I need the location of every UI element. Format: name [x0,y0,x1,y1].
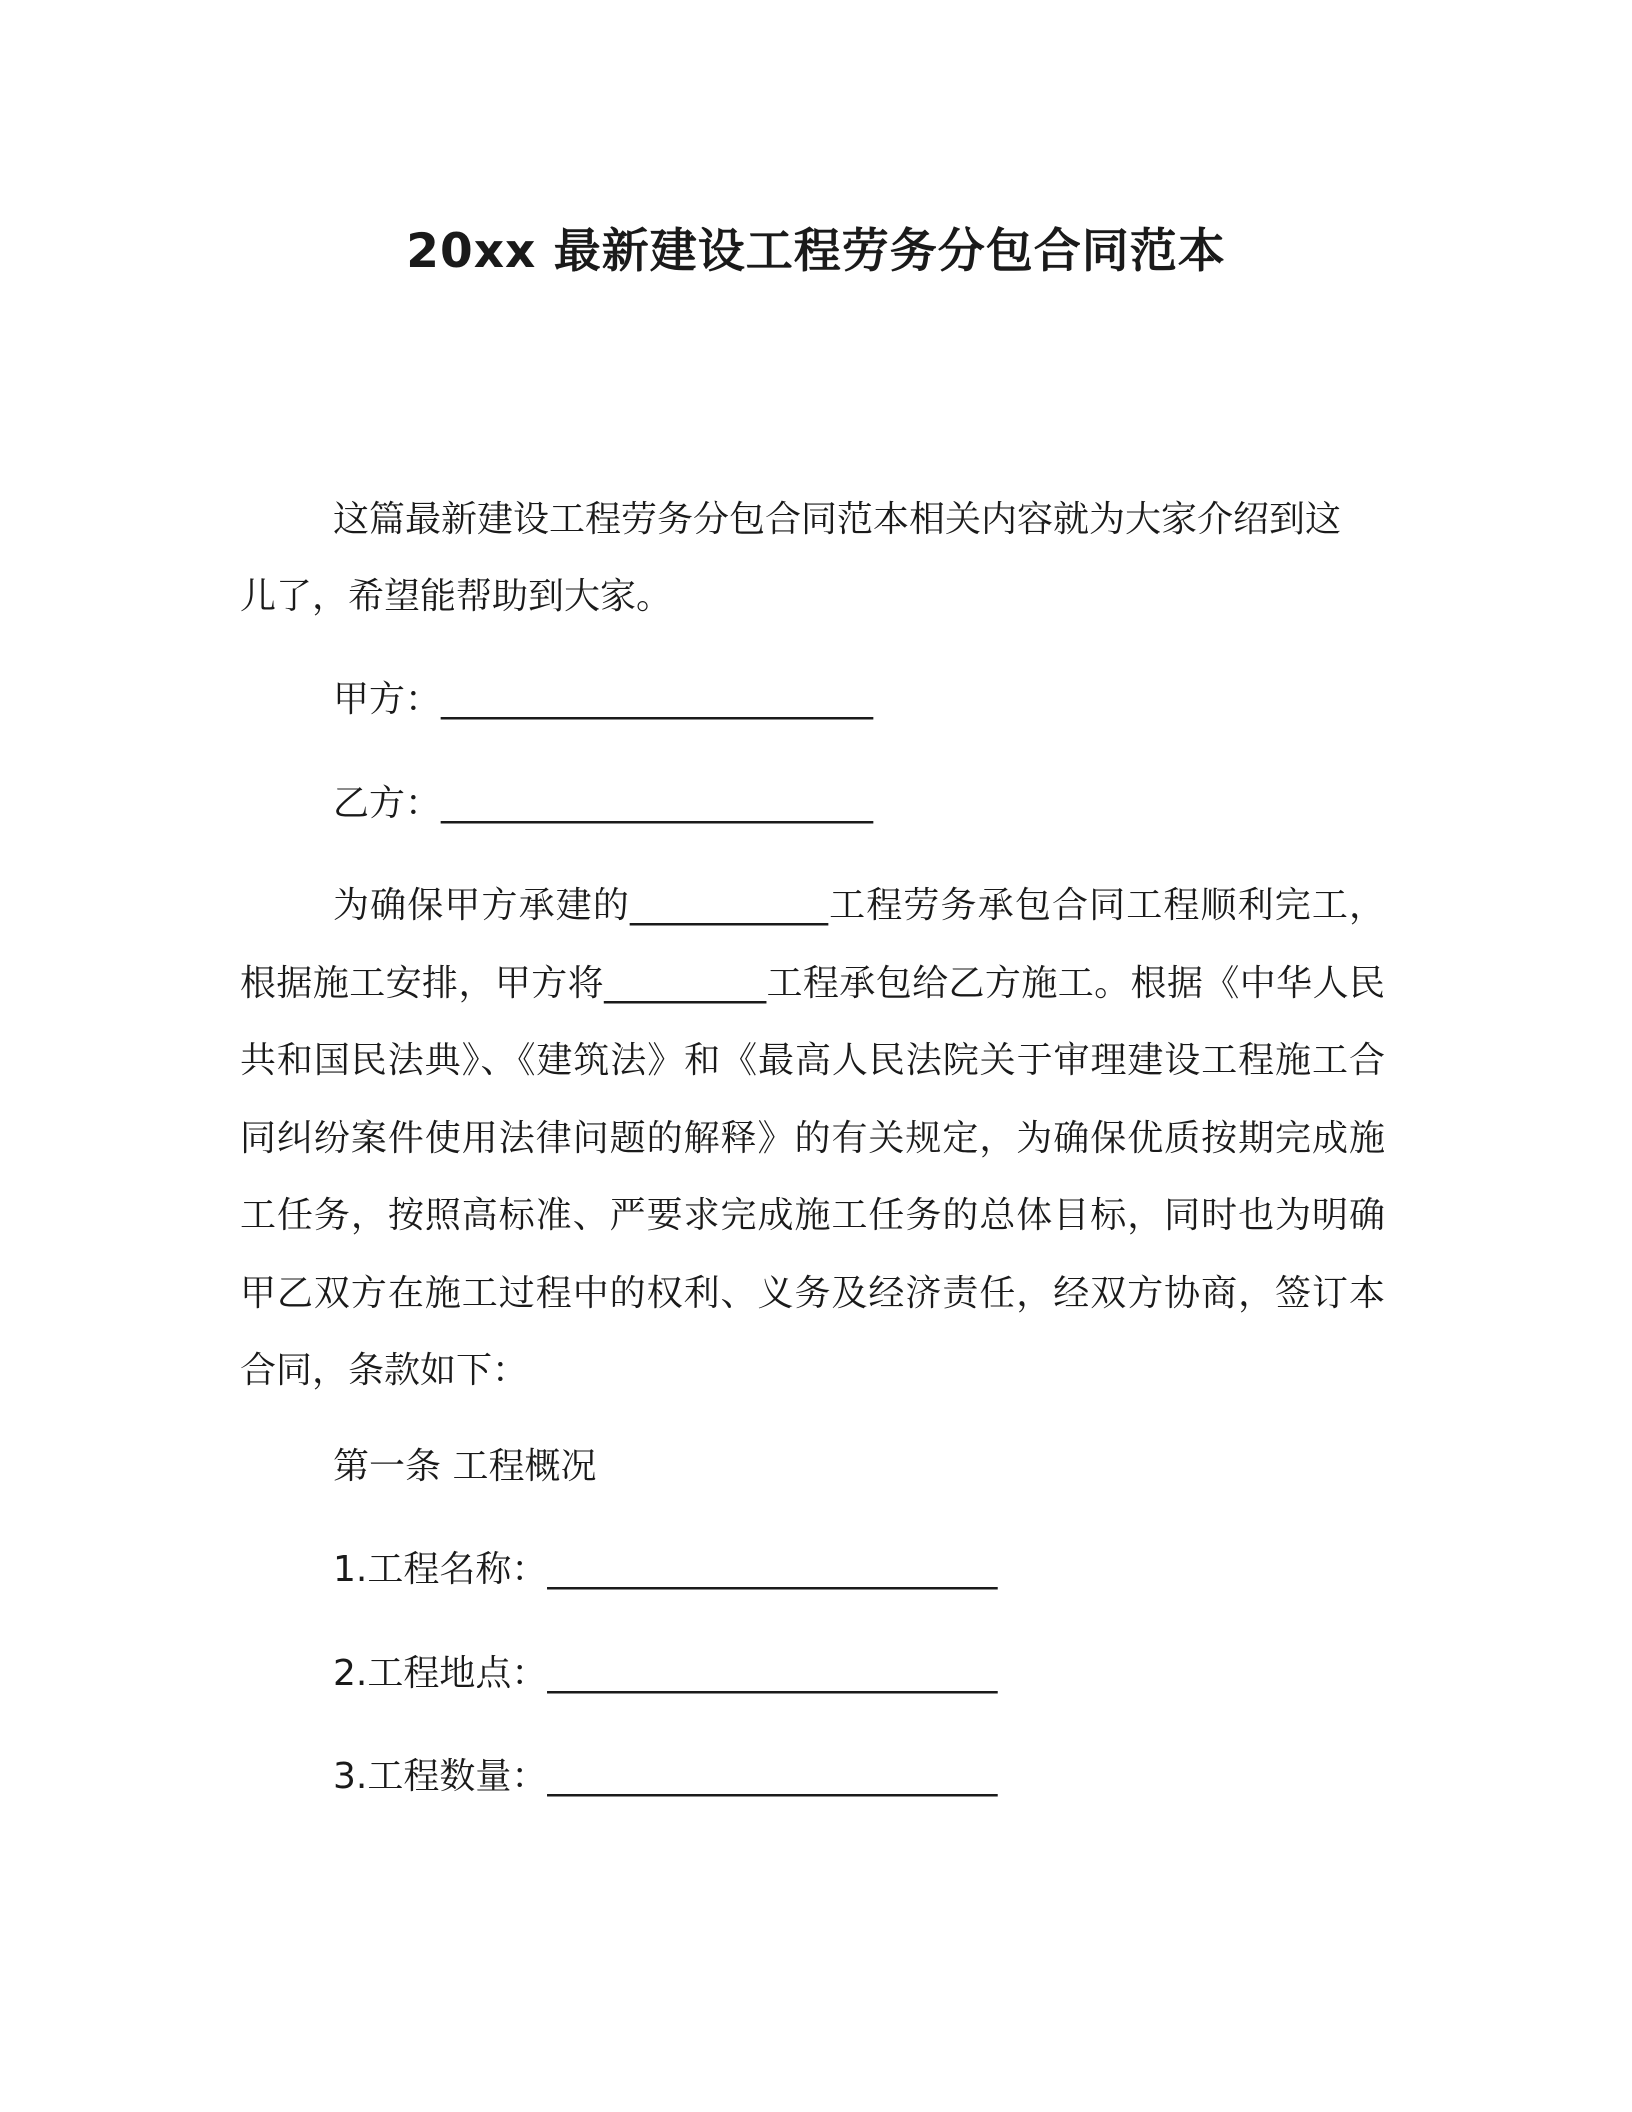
project-location-field: 2.工程地点：_________________________ [333,1653,998,1694]
party-b-field: 乙方：________________________ [333,783,874,824]
party-a-field: 甲方：________________________ [333,679,874,720]
intro-line-1: 这篇最新建设工程劳务分包合同范本相关内容就为大家介绍到这 [333,499,1342,540]
project-quantity-field: 3.工程数量：_________________________ [333,1756,998,1797]
project-name-field: 1.工程名称：_________________________ [333,1549,998,1590]
intro-line-2: 儿了，希望能帮助到大家。 [240,576,673,617]
contract-body-paragraph: 为确保甲方承建的___________工程劳务承包合同工程顺利完工，根据施工安排，甲方将_________工程承包给乙方施工。根据《中华人民共和国民法典》、《建筑法》和《最高人民法院关于审理建设工程施工合同纠纷案件使用法律问题的解释》的有关规定，为确保优质按期完成施工任务，按照高标准、严要求完成施工任务的总体目标，同时也为明确甲乙双方在施工过程中的权利、义务及经济责任，经双方协商，签订本合同，条款如下： [240,885,1385,1391]
document-title: 20xx 最新建设工程劳务分包合同范本 [406,224,1226,279]
article-1-heading: 第一条 工程概况 [333,1446,597,1487]
